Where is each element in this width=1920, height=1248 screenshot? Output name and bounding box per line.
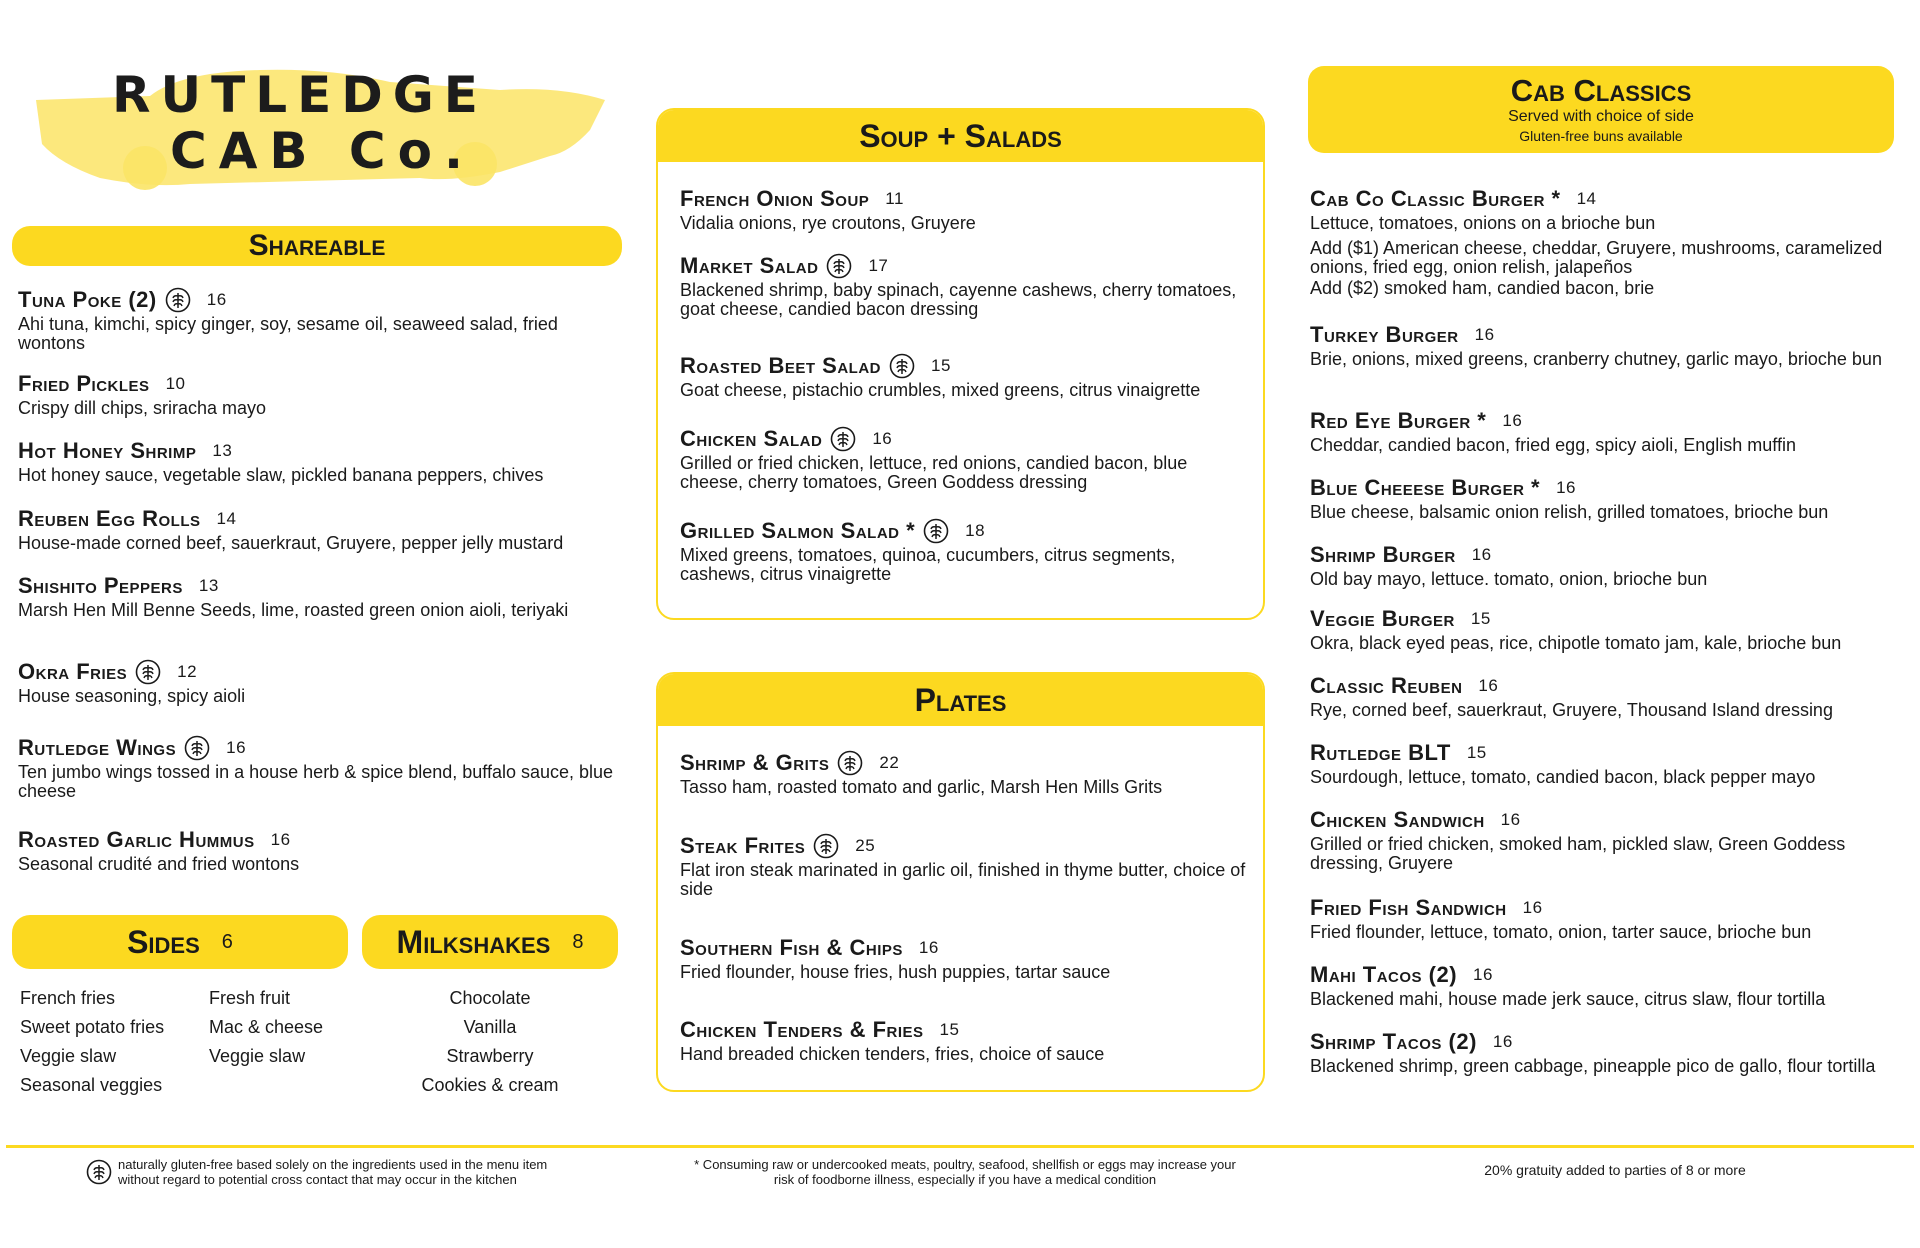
menu-item-price: 16 xyxy=(1500,810,1521,829)
gratuity-note xyxy=(1310,1163,1920,1178)
menu-item xyxy=(1310,408,1905,455)
menu-item-price: 15 xyxy=(931,356,951,375)
menu-item-header xyxy=(18,506,628,532)
menu-item-price: 16 xyxy=(1478,676,1499,695)
menu-item-price: 17 xyxy=(868,256,889,275)
menu-item-name: Mahi Tacos (2) xyxy=(1310,962,1458,987)
menu-item xyxy=(680,1017,1250,1064)
menu-item-name: Veggie Burger xyxy=(1310,606,1455,631)
logo xyxy=(30,60,610,190)
menu-item-name: Market Salad xyxy=(680,253,819,278)
menu-item xyxy=(1310,673,1905,720)
menu-item-description: House seasoning, spicy aioli xyxy=(18,686,246,706)
menu-item xyxy=(680,426,1250,492)
menu-item-name: Chicken Salad xyxy=(680,426,823,451)
menu-item xyxy=(18,735,628,801)
cab-classics-title: Cab Classics xyxy=(1510,72,1692,108)
menu-item-description: Seasonal crudité and fried wontons xyxy=(18,854,300,874)
menu-item xyxy=(680,518,1250,584)
menu-item-price: 16 xyxy=(1522,898,1543,917)
sides-col-2 xyxy=(209,984,323,1071)
menu-item xyxy=(1310,186,1905,298)
menu-item-price: 15 xyxy=(939,1020,960,1039)
menu-item xyxy=(18,371,628,418)
menu-item-price: 25 xyxy=(855,836,876,855)
gluten-free-icon xyxy=(165,287,191,313)
milkshakes-title: Milkshakes xyxy=(396,923,551,960)
gluten-free-icon xyxy=(830,426,856,452)
menu-item xyxy=(680,353,1250,400)
menu-item xyxy=(1310,606,1905,653)
menu-item-name: Blue Cheeese Burger * xyxy=(1310,475,1541,500)
menu-item-description: Goat cheese, pistachio crumbles, mixed greens, citrus vinaigrette xyxy=(680,380,1201,400)
menu-item-name: Turkey Burger xyxy=(1310,322,1459,347)
menu-item-description: House-made corned beef, sauerkraut, Gruyere, pepper jelly mustard xyxy=(18,533,564,553)
menu-item-description: Ahi tuna, kimchi, spicy ginger, soy, sesame oil, seaweed salad, fried wontons xyxy=(18,314,558,353)
menu-item-description: Mixed greens, tomatoes, quinoa, cucumbers, citrus segments, cashews, citrus vinaigrette xyxy=(680,545,1176,584)
menu-item-description: Flat iron steak marinated in garlic oil, finished in thyme butter, choice of side xyxy=(680,860,1246,899)
menu-item-description: Grilled or fried chicken, lettuce, red onions, candied bacon, blue cheese, cherry tomatoes, Green Goddess dressing xyxy=(680,453,1188,492)
menu-item-description: Blackened shrimp, green cabbage, pineapple pico de gallo, flour tortilla xyxy=(1310,1056,1876,1076)
menu-item-description: Blue cheese, balsamic onion relish, grilled tomatoes, brioche bun xyxy=(1310,502,1829,522)
menu-item xyxy=(680,253,1250,319)
menu-item-price: 16 xyxy=(1473,965,1493,984)
menu-item-description: Grilled or fried chicken, smoked ham, pickled slaw, Green Goddess dressing, Gruyere xyxy=(1310,834,1846,873)
list-item: Veggie slaw xyxy=(20,1046,117,1066)
menu-item-description: Rye, corned beef, sauerkraut, Gruyere, Thousand Island dressing xyxy=(1310,700,1833,720)
menu-item-header xyxy=(680,253,1250,279)
menu-item-header xyxy=(1310,807,1905,833)
menu-item-name: Hot Honey Shrimp xyxy=(18,438,197,463)
menu-item xyxy=(1310,740,1905,787)
menu-item-addons-2: Add ($2) smoked ham, candied bacon, brie xyxy=(1310,278,1655,298)
plates-title: Plates xyxy=(914,681,1007,718)
menu-item-header xyxy=(18,371,628,397)
menu-item-header xyxy=(680,1017,1250,1043)
gf-legend-icon xyxy=(86,1159,112,1185)
menu-item xyxy=(18,287,628,353)
menu-item-header xyxy=(680,353,1250,379)
list-item: Fresh fruit xyxy=(209,988,291,1008)
shareable-title: Shareable xyxy=(248,229,386,262)
menu-item-name: Roasted Beet Salad xyxy=(680,353,882,378)
gluten-free-icon xyxy=(813,833,839,859)
raw-food-warning-line-1: * Consuming raw or undercooked meats, poultry, seafood, shellfish or eggs may increase your xyxy=(694,1157,1236,1172)
menu-item-header xyxy=(1310,740,1905,766)
menu-item-price: 16 xyxy=(1502,411,1523,430)
menu-item-name: Rutledge Wings xyxy=(18,735,177,760)
milkshakes-list xyxy=(362,984,618,1100)
menu-item-name: Southern Fish & Chips xyxy=(680,935,903,960)
menu-item-header xyxy=(1310,1029,1905,1055)
menu-item-name: Roasted Garlic Hummus xyxy=(18,827,255,852)
menu-item-name: Shrimp Tacos (2) xyxy=(1310,1029,1477,1054)
list-item: Strawberry xyxy=(446,1046,534,1066)
menu-item-description: Marsh Hen Mill Benne Seeds, lime, roasted green onion aioli, teriyaki xyxy=(18,600,569,620)
menu-item-name: Shrimp Burger xyxy=(1310,542,1456,567)
logo-line-1: RUTLEDGE xyxy=(112,66,488,124)
menu-item-price: 22 xyxy=(879,753,900,772)
menu-item-description: Hand breaded chicken tenders, fries, choice of sauce xyxy=(680,1044,1105,1064)
menu-item xyxy=(1310,895,1905,942)
cab-classics-header xyxy=(1308,66,1894,153)
menu-item xyxy=(1310,475,1905,522)
menu-item xyxy=(680,935,1250,982)
menu-item-price: 10 xyxy=(165,374,186,393)
menu-item xyxy=(680,833,1250,899)
menu-item-name: Classic Reuben xyxy=(1310,673,1463,698)
gf-legend-line-1: naturally gluten-free based solely on the ingredients used in the menu item xyxy=(118,1157,548,1172)
menu-item-description: Cheddar, candied bacon, fried egg, spicy aioli, English muffin xyxy=(1310,435,1796,455)
sides-header xyxy=(12,915,348,969)
menu-item xyxy=(18,573,628,620)
cab-classics-note: Gluten-free buns available xyxy=(1519,127,1683,144)
menu-item-price: 14 xyxy=(1576,189,1597,208)
menu-item-name: Steak Frites xyxy=(680,833,806,858)
menu-item xyxy=(18,506,628,553)
menu-item xyxy=(1310,542,1905,589)
menu-item-description: Lettuce, tomatoes, onions on a brioche bun xyxy=(1310,213,1656,233)
list-item: Cookies & cream xyxy=(421,1075,559,1095)
sides-title: Sides xyxy=(127,923,200,960)
menu-item-price: 13 xyxy=(212,441,233,460)
menu-item-header xyxy=(1310,606,1905,632)
menu-item-price: 18 xyxy=(965,521,986,540)
list-item: Seasonal veggies xyxy=(20,1075,163,1095)
menu-item-header xyxy=(1310,673,1905,699)
menu-item-price: 14 xyxy=(216,509,237,528)
list-item: Mac & cheese xyxy=(209,1017,324,1037)
menu-item-header xyxy=(1310,962,1905,988)
raw-food-warning xyxy=(660,1157,1270,1187)
menu-item-header xyxy=(18,438,628,464)
gluten-free-icon xyxy=(135,659,161,685)
shareable-header xyxy=(12,226,622,266)
menu-item-price: 12 xyxy=(177,662,198,681)
menu-item-description: Hot honey sauce, vegetable slaw, pickled banana peppers, chives xyxy=(18,465,544,485)
menu-item-price: 15 xyxy=(1466,743,1487,762)
menu-item-price: 11 xyxy=(885,189,904,208)
menu-item-description: Ten jumbo wings tossed in a house herb & spice blend, buffalo sauce, blue cheese xyxy=(18,762,614,801)
menu-item-description: Blackened mahi, house made jerk sauce, citrus slaw, flour tortilla xyxy=(1310,989,1826,1009)
menu-item-name: Chicken Sandwich xyxy=(1310,807,1485,832)
menu-item-name: Tuna Poke (2) xyxy=(18,287,157,312)
menu-item xyxy=(18,659,628,706)
menu-item-price: 16 xyxy=(226,738,247,757)
menu-item-name: Red Eye Burger * xyxy=(1310,408,1487,433)
menu-item xyxy=(1310,1029,1905,1076)
menu-item-header xyxy=(18,735,628,761)
menu-item-price: 16 xyxy=(1471,545,1492,564)
menu-item-description: Crispy dill chips, sriracha mayo xyxy=(18,398,267,418)
gf-legend-line-2: without regard to potential cross contact that may occur in the kitchen xyxy=(118,1172,517,1187)
menu-item-description: Fried flounder, house fries, hush puppies, tartar sauce xyxy=(680,962,1111,982)
list-item: French fries xyxy=(20,988,116,1008)
menu-item-header xyxy=(680,518,1250,544)
menu-item-name: Reuben Egg Rolls xyxy=(18,506,201,531)
gluten-free-icon xyxy=(184,735,210,761)
menu-item-name: Shishito Peppers xyxy=(18,573,183,598)
menu-item-description: Blackened shrimp, baby spinach, cayenne cashews, cherry tomatoes, goat cheese, candied bacon dressing xyxy=(680,280,1237,319)
menu-item xyxy=(1310,807,1905,873)
menu-item-name: Shrimp & Grits xyxy=(680,750,830,775)
gf-legend xyxy=(118,1157,547,1187)
menu-item-header xyxy=(680,426,1250,452)
menu-item-header xyxy=(1310,542,1905,568)
menu-item-header xyxy=(1310,408,1905,434)
gluten-free-icon xyxy=(826,253,852,279)
menu-item-price: 16 xyxy=(206,290,227,309)
menu-item-price: 13 xyxy=(198,576,219,595)
cab-classics-subtitle: Served with choice of side xyxy=(1508,107,1694,125)
gluten-free-icon xyxy=(837,750,863,776)
menu-item-header xyxy=(1310,475,1905,501)
menu-item-name: Cab Co Classic Burger * xyxy=(1310,186,1561,211)
menu-item-price: 16 xyxy=(918,938,939,957)
menu-item-name: Rutledge BLT xyxy=(1310,740,1451,765)
sides-col-1 xyxy=(20,984,164,1100)
milkshakes-header xyxy=(362,915,618,969)
menu-item-description: Vidalia onions, rye croutons, Gruyere xyxy=(680,213,976,233)
menu-item-name: Fried Fish Sandwich xyxy=(1310,895,1507,920)
milkshakes-price: 8 xyxy=(572,930,584,953)
list-item: Sweet potato fries xyxy=(20,1017,165,1037)
plates-header xyxy=(658,674,1263,726)
menu-item-price: 16 xyxy=(1474,325,1495,344)
gratuity-text: 20% gratuity added to parties of 8 or more xyxy=(1484,1162,1746,1178)
menu-item-name: Okra Fries xyxy=(18,659,128,684)
gluten-free-icon xyxy=(923,518,949,544)
menu-item-header xyxy=(680,750,1250,776)
menu-item xyxy=(680,750,1250,797)
menu-item-header xyxy=(18,573,628,599)
sides-price: 6 xyxy=(221,930,233,953)
soup-salads-header xyxy=(658,110,1263,162)
menu-item-header xyxy=(680,833,1250,859)
raw-food-warning-line-2: risk of foodborne illness, especially if you have a medical condition xyxy=(773,1172,1157,1187)
menu-item-header xyxy=(1310,895,1905,921)
menu-item-header xyxy=(18,827,628,853)
menu-item-header xyxy=(18,659,628,685)
menu-item-header xyxy=(1310,322,1905,348)
menu-item xyxy=(18,438,628,485)
footer-divider xyxy=(6,1145,1914,1148)
soup-salads-title: Soup + Salads xyxy=(859,117,1062,154)
menu-item-header xyxy=(18,287,628,313)
menu-item xyxy=(680,186,1250,233)
menu-item-header xyxy=(680,186,1250,212)
menu-item-price: 16 xyxy=(872,429,893,448)
menu-item-name: Fried Pickles xyxy=(18,371,150,396)
menu-item-description: Okra, black eyed peas, rice, chipotle tomato jam, kale, brioche bun xyxy=(1310,633,1842,653)
menu-item-description: Brie, onions, mixed greens, cranberry chutney, garlic mayo, brioche bun xyxy=(1310,349,1882,369)
menu-item-description: Fried flounder, lettuce, tomato, onion, tarter sauce, brioche bun xyxy=(1310,922,1812,942)
menu-item xyxy=(1310,962,1905,1009)
gluten-free-icon xyxy=(889,353,915,379)
menu-item-description: Old bay mayo, lettuce. tomato, onion, brioche bun xyxy=(1310,569,1708,589)
menu-item-header xyxy=(1310,186,1905,212)
menu-item-name: Chicken Tenders & Fries xyxy=(680,1017,924,1042)
menu-item-price: 16 xyxy=(1492,1032,1513,1051)
menu-item xyxy=(1310,322,1905,369)
menu-item-description: Tasso ham, roasted tomato and garlic, Marsh Hen Mills Grits xyxy=(680,777,1163,797)
menu-item xyxy=(18,827,628,874)
menu-item-price: 16 xyxy=(1556,478,1577,497)
menu-item-name: Grilled Salmon Salad * xyxy=(680,518,916,543)
menu-item-description: Sourdough, lettuce, tomato, candied bacon, black pepper mayo xyxy=(1310,767,1816,787)
list-item: Veggie slaw xyxy=(209,1046,306,1066)
list-item: Chocolate xyxy=(449,988,531,1008)
menu-item-name: French Onion Soup xyxy=(680,186,870,211)
menu-item-price: 15 xyxy=(1470,609,1491,628)
menu-item-price: 16 xyxy=(270,830,291,849)
menu-item-addons: Add ($1) American cheese, cheddar, Gruyere, mushrooms, caramelized onions, fried egg, onion relish, jalapeños xyxy=(1310,238,1883,277)
logo-line-2: CAB Co. xyxy=(170,122,475,180)
menu-item-header xyxy=(680,935,1250,961)
list-item: Vanilla xyxy=(463,1017,517,1037)
